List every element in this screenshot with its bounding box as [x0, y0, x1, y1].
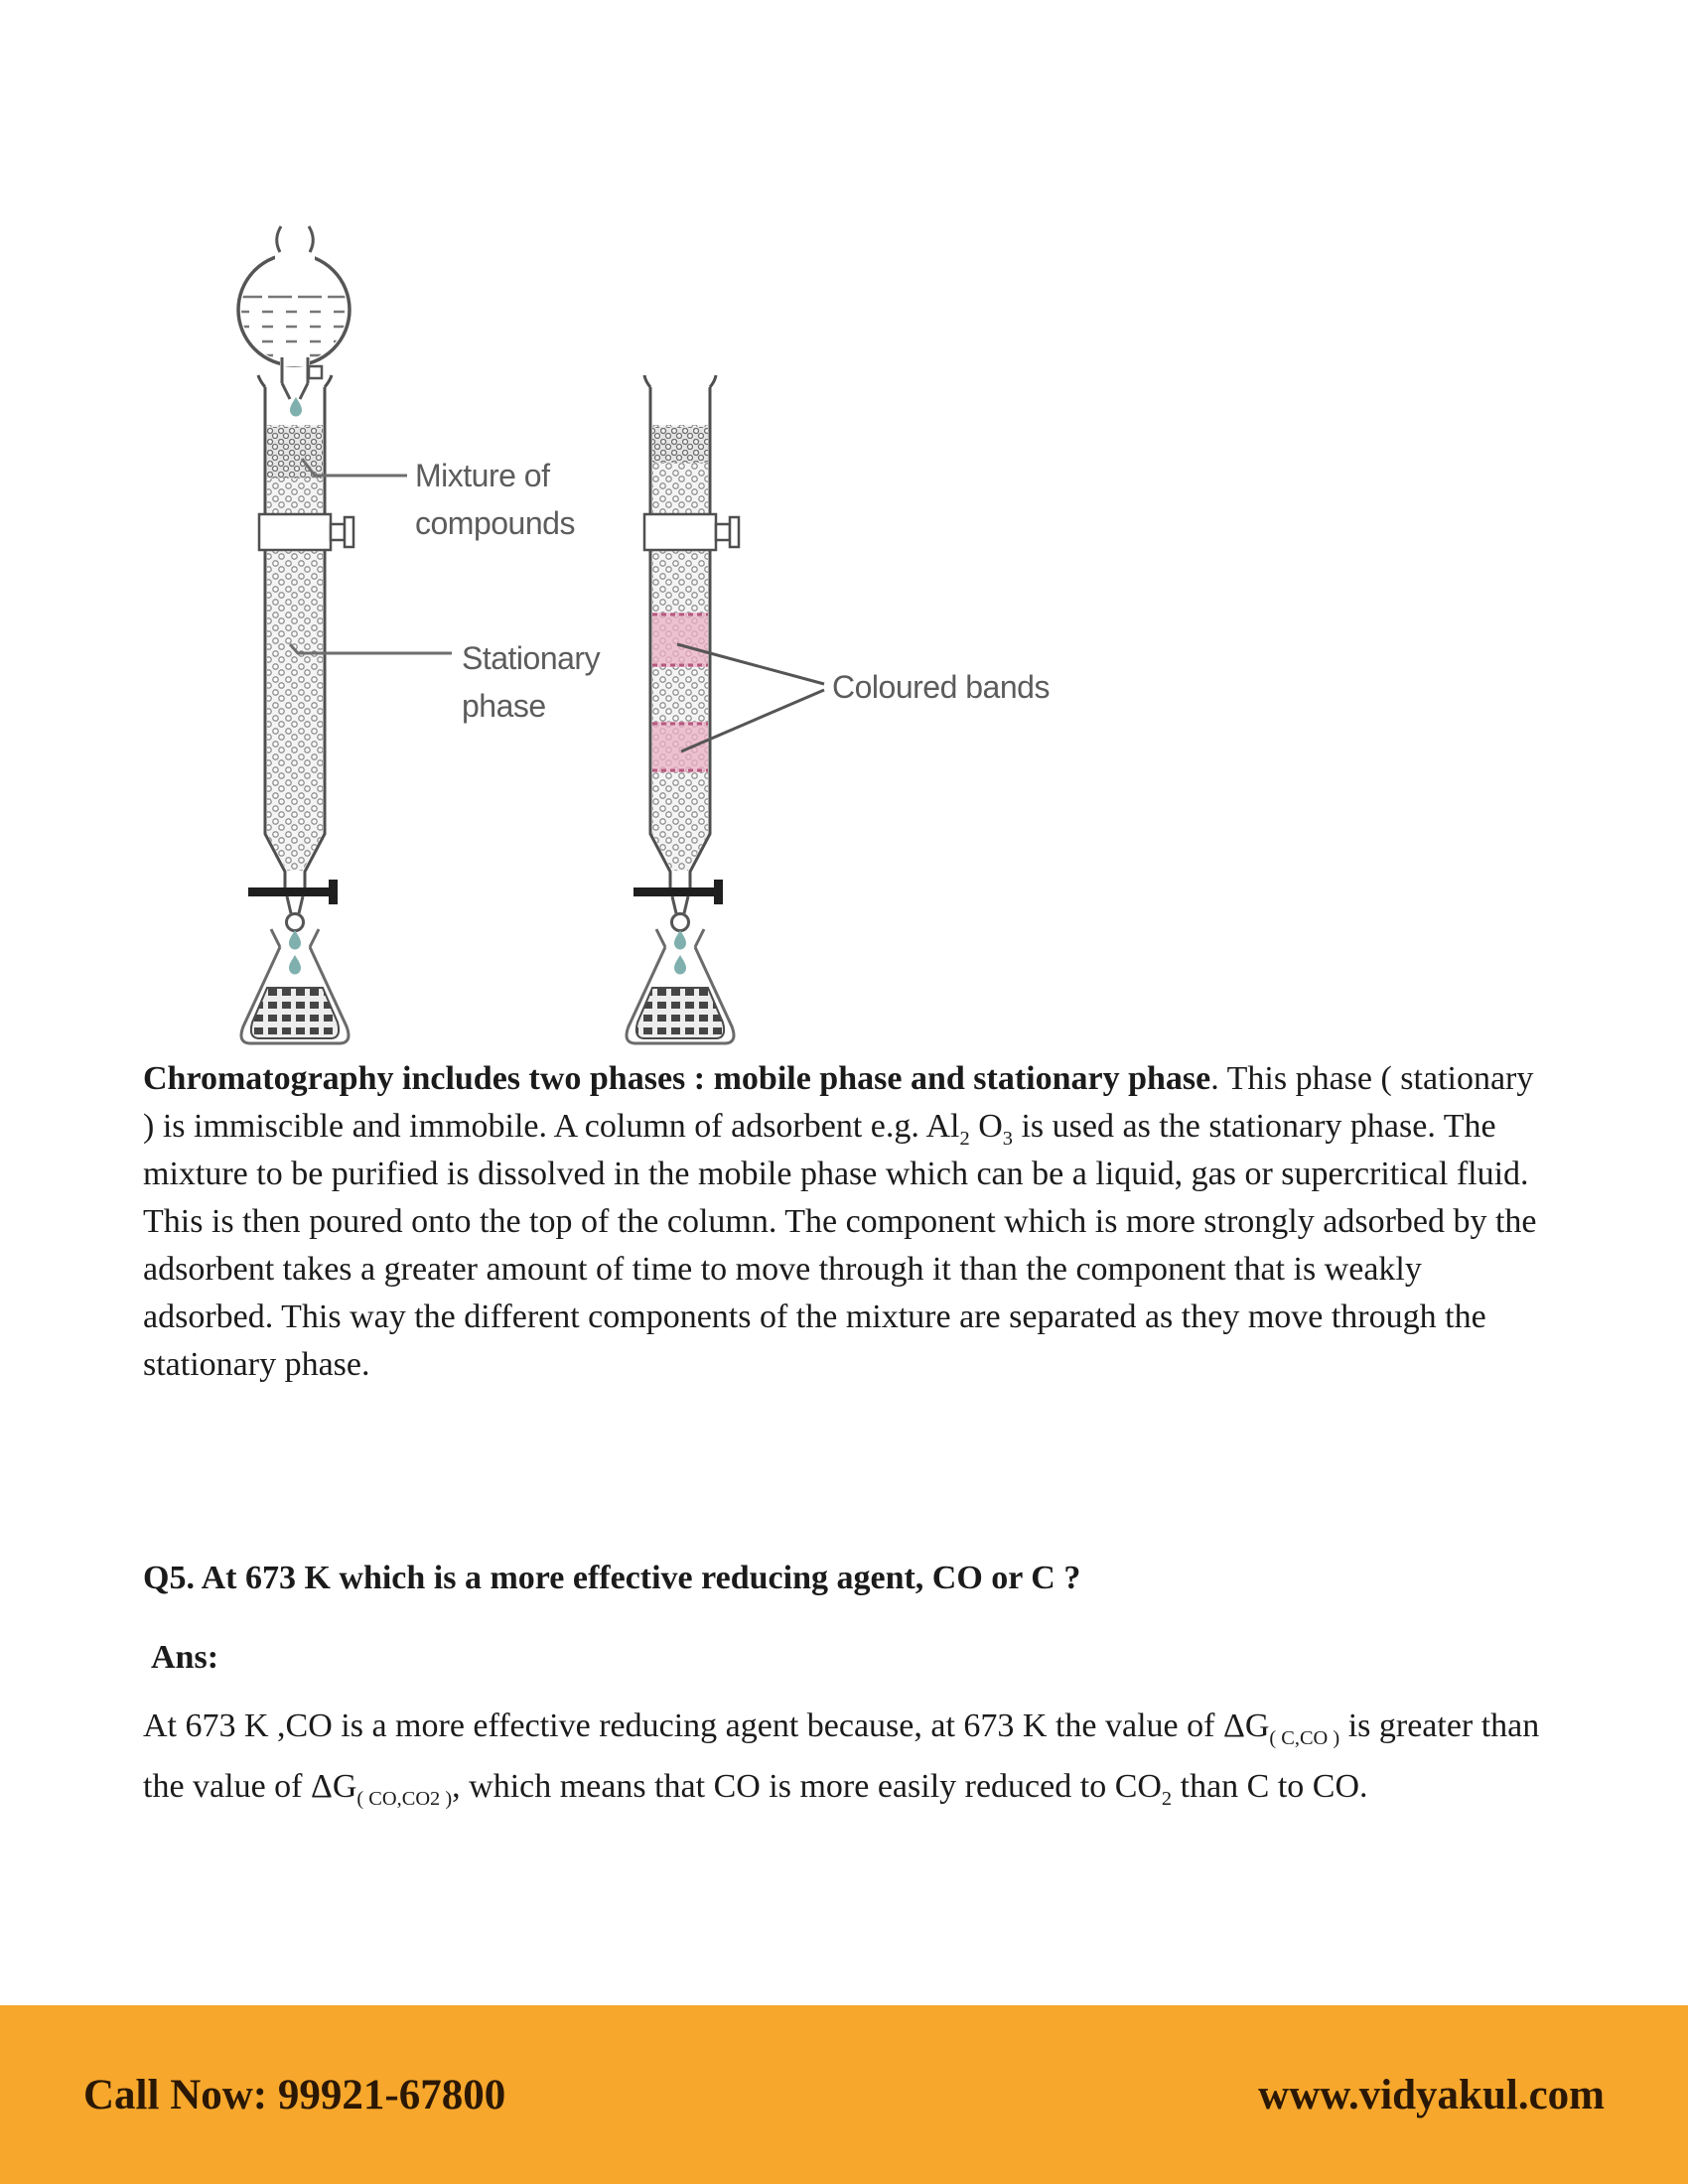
coloured-band	[652, 722, 708, 772]
funnel-stopcock	[309, 366, 322, 378]
outlet-tap-bar	[633, 887, 721, 896]
collection-flask-right	[627, 929, 734, 1043]
outlet-tip	[287, 914, 304, 931]
collection-flask-left	[241, 929, 349, 1043]
tap-handle	[331, 524, 345, 540]
coloured-bands-label: Coloured bands	[832, 669, 1050, 705]
collected-liquid	[636, 988, 724, 1038]
mobile-phase-drop	[290, 397, 302, 417]
outlet-tap-cap	[714, 880, 723, 904]
mixture-band	[267, 427, 323, 478]
funnel-bulb	[238, 254, 350, 365]
answer-label: Ans:	[151, 1639, 219, 1676]
tap-handle-cap	[345, 517, 353, 547]
footer-bar	[0, 2005, 1688, 2184]
falling-drop	[289, 930, 301, 950]
column-tap	[644, 514, 716, 550]
call-now-text: Call Now: 99921-67800	[83, 2071, 506, 2118]
chromatography-paragraph: Chromatography includes two phases : mobile phase and stationary phase. This phase ( stationary ) is immiscible and immobile. A column of adsorbent e.g. $Al_2$ $O_3$ is used as the stationary phase. The mixture to be purified is dissolved in the mobile phase which can be a liquid, gas or supercritical fluid. This is then poured onto the top of the column. The component which is more strongly adsorbed by the adsorbent takes a greater amount of time to move through it than the component that is weakly adsorbed. This way the different components of the mixture are separated as they move through the stationary phase.	[143, 1060, 1537, 1383]
outlet-tap-bar	[248, 887, 336, 896]
mixture-label-line1: Mixture of	[415, 458, 550, 493]
stationary-phase-label-line2: phase	[462, 688, 546, 724]
stationary-phase-label-line1: Stationary	[462, 640, 601, 676]
question-5-heading: Q5. At 673 K which is a more effective reducing agent, CO or C ?	[143, 1560, 1081, 1596]
falling-drop	[674, 930, 686, 950]
right-column	[633, 375, 739, 931]
outlet-tip	[672, 914, 689, 931]
collected-liquid	[251, 988, 339, 1038]
outlet-tap-cap	[329, 880, 338, 904]
coloured-band	[652, 613, 708, 667]
dropping-funnel	[238, 226, 350, 399]
chromatography-diagram-svg	[169, 199, 1082, 1052]
answer-paragraph: At 673 K ,CO is a more effective reducing agent because, at 673 K the value of $\Delta G_{( C,CO )}$ is greater than the value of $\Delta G_{( CO,CO2 )}$, which means that CO is more easily reduced to $CO_2$ than C to CO.	[143, 1707, 1540, 1810]
mixture-label-line2: compounds	[415, 505, 575, 541]
chromatography-diagram	[169, 199, 1082, 1052]
tap-handle	[716, 524, 730, 540]
column-tap	[259, 514, 331, 550]
website-text: www.vidyakul.com	[1258, 2071, 1605, 2118]
tap-handle-cap	[730, 517, 739, 547]
